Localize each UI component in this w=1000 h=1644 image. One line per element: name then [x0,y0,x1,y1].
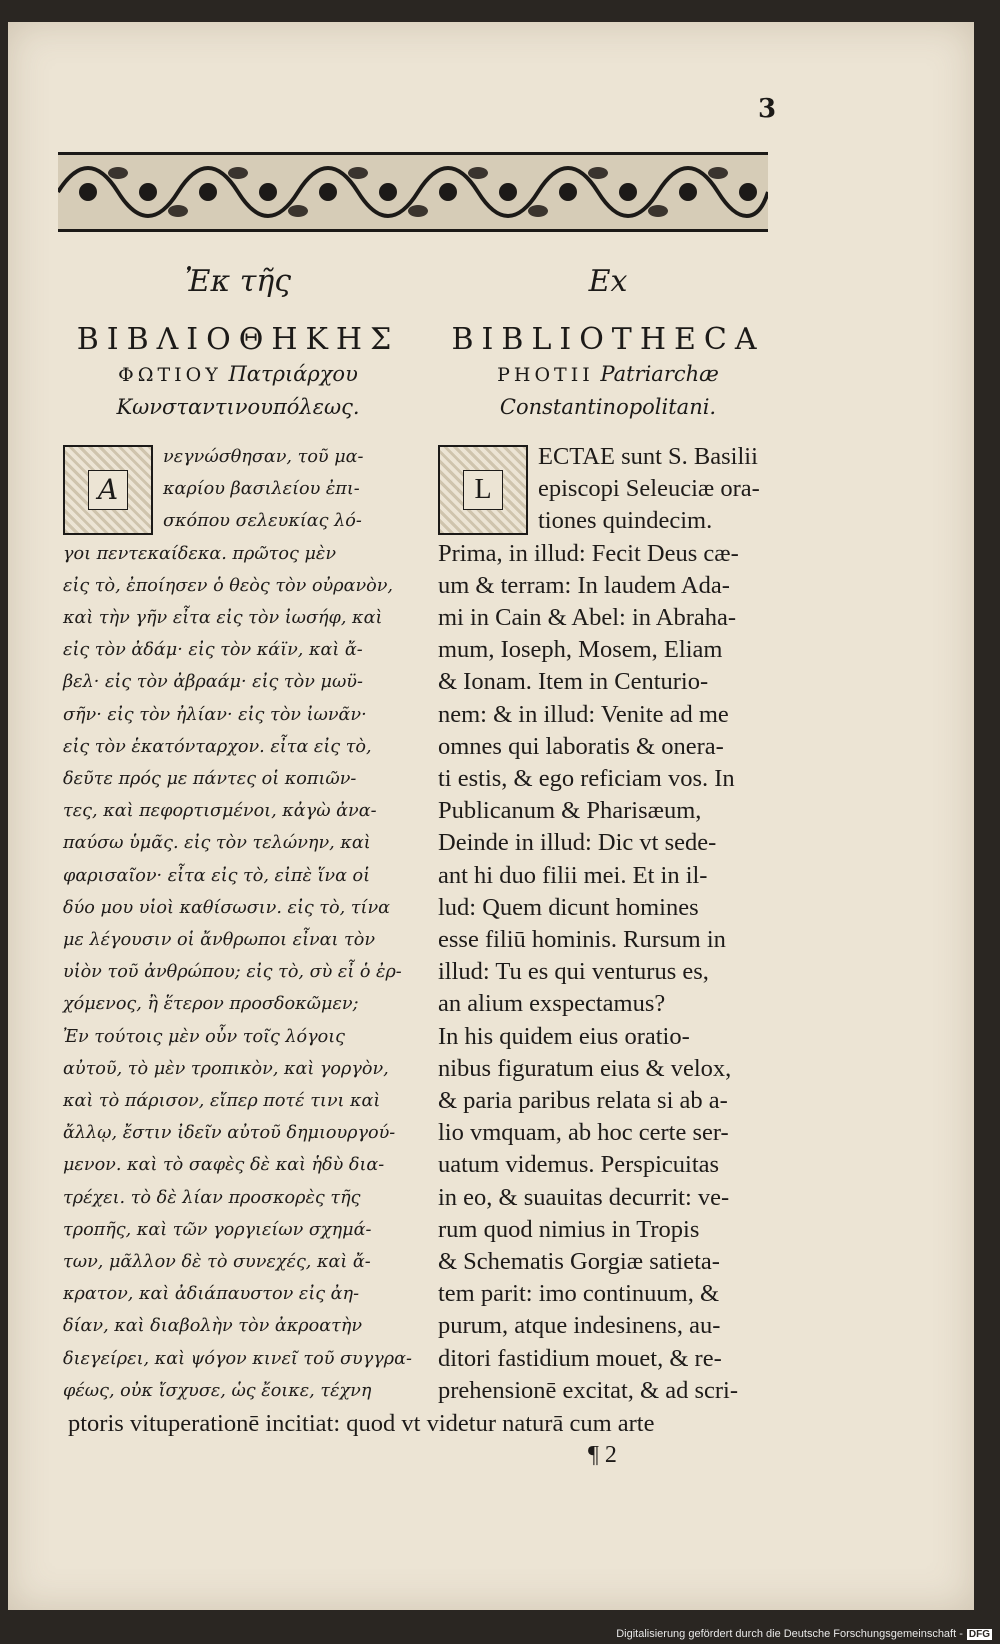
text-line: omnes qui laboratis & onera- [438,732,724,760]
text-line: nem: & in illud: Venite ad me [438,700,729,728]
greek-body-text [63,441,413,1407]
text-line: lio vmquam, ab hoc certe ser- [438,1119,729,1147]
text-line: καὶ τὸ πάρισον, εἴπερ ποτέ τινι καὶ [63,1091,381,1112]
text-line: rum quod nimius in Tropis [438,1215,700,1243]
text-line: μενον. καὶ τὸ σαφὲς δὲ καὶ ἡδὺ δια- [63,1155,385,1176]
text-line: an alium exspectamus? [438,990,666,1018]
text-line: illud: Tu es qui venturus es, [438,958,709,986]
initial-letter: L [463,470,503,510]
text-line: καὶ τὴν γῆν εἶτα εἰς τὸν ἰωσήφ, καὶ [63,608,383,629]
greek-author-title: Πατριάρχου [228,362,358,386]
text-line: εἰς τὸ, ἐποίησεν ὁ θεὸς τὸν οὐρανὸν, [63,575,394,596]
footer-text: Digitalisierung gefördert durch die Deutsche Forschungsgemeinschaft - [616,1628,963,1640]
text-line: υἱὸν τοῦ ἀνθρώπου; εἰς τὸ, σὺ εἶ ὁ ἐρ- [63,962,402,983]
text-line: με λέγουσιν οἱ ἄνθρωποι εἶναι τὸν [63,930,376,951]
text-line: ti estis, & ego reficiam vos. In [438,765,735,793]
latin-author-name: PHOTII [497,364,594,386]
text-line: δίαν, καὶ διαβολὴν τὸν ἀκροατὴν [63,1316,363,1337]
text-line: τροπῆς, καὶ τῶν γοργιείων σχημά- [63,1219,372,1240]
text-line: & paria paribus relata si ab a- [438,1087,728,1115]
text-line: κρατον, καὶ ἀδιάπαυστον εἰς ἀη- [63,1284,360,1305]
text-line: διεγείρει, καὶ ψόγον κινεῖ τοῦ συγγρα- [63,1348,412,1369]
text-line: episcopi Seleuciæ ora- [538,475,760,503]
greek-heading-title: ΒΙΒΛΙΟΘΗΚΗΣ [76,322,400,357]
greek-heading-city: Κωνσταντινουπόλεως. [116,395,360,419]
text-line: & Ionam. Item in Centurio- [438,668,709,696]
greek-author-name: ΦΩΤΙΟΥ [118,364,222,386]
text-line: tem parit: imo continuum, & [438,1280,720,1308]
floral-border-icon [58,155,768,229]
text-line: νεγνώσθησαν, τοῦ μα- [163,447,364,467]
latin-body-text [438,441,778,1407]
text-line: tiones quindecim. [538,507,713,535]
text-line: uatum videmus. Perspicuitas [438,1151,720,1179]
text-line: Ἐν τούτοις μὲν οὖν τοῖς λόγοις [63,1026,345,1047]
text-line: ἄλλῳ, ἔστιν ἰδεῖν αὐτοῦ δημιουργού- [63,1123,396,1144]
text-line: δύο μου υἱοὶ καθίσωσιν. εἰς τὸ, τίνα [63,897,391,918]
text-line: χόμενος, ἢ ἕτερον προσδοκῶμεν; [63,994,359,1015]
text-line: mum, Ioseph, Mosem, Eliam [438,636,723,664]
latin-heading-small: Ex [588,264,628,299]
text-line: & Schematis Gorgiæ satieta- [438,1248,720,1276]
latin-author-title: Patriarchæ [600,362,719,386]
latin-heading-author [438,358,778,391]
text-line: mi in Cain & Abel: in Abraha- [438,604,737,632]
text-line: φαρισαῖον· εἶτα εἰς τὸ, εἰπὲ ἵνα οἱ [63,865,371,886]
text-line: φέως, οὐκ ἴσχυσε, ὡς ἔοικε, τέχνη [63,1380,372,1401]
greek-heading-author [63,358,413,391]
greek-column [63,262,413,1407]
text-line: Deinde in illud: Dic vt sede- [438,829,717,857]
text-line: τρέχει. τὸ δὲ λίαν προσκορὲς τῆς [63,1187,361,1208]
text-line: ant hi duo filii mei. Et in il- [438,861,708,889]
initial-letter: A [88,470,128,510]
ornamental-headpiece [58,152,768,232]
decorated-initial-latin [438,445,528,535]
text-line: εἰς τὸν ἀδάμ· εἰς τὸν κάϊν, καὶ ἄ- [63,640,363,661]
text-line: prehensionē excitat, & ad scri- [438,1376,739,1404]
text-line: παύσω ὑμᾶς. εἰς τὸν τελώνην, καὶ [63,833,371,854]
digitization-footer [616,1628,992,1640]
text-line: lud: Quem dicunt homines [438,893,699,921]
text-line: um & terram: In laudem Ada- [438,571,730,599]
text-line: δεῦτε πρός με πάντες οἱ κοπιῶν- [63,769,357,790]
dfg-logo: DFG [968,1629,990,1640]
text-line: nibus figuratum eius & velox, [438,1054,732,1082]
signature-mark: ¶ 2 [588,1442,617,1468]
text-line: γοι πεντεκαίδεκα. πρῶτος μὲν [63,543,337,564]
latin-heading-city: Constantinopolitani. [499,395,717,419]
text-line: In his quidem eius oratio- [438,1022,690,1050]
greek-heading-small: Ἐκ τῆς [184,264,292,299]
text-line: esse filiū hominis. Rursum in [438,926,726,954]
text-line: βελ· εἰς τὸν ἀβραάμ· εἰς τὸν μωϋ- [63,672,363,693]
latin-heading-title: BIBLIOTHECA [451,322,765,357]
full-width-last-line: ptoris vituperationē incitiat: quod vt videtur naturā cum arte [68,1410,655,1437]
text-line: in eo, & suauitas decurrit: ve- [438,1183,730,1211]
text-line: ditori fastidium mouet, & re- [438,1344,722,1372]
text-line: Publicanum & Pharisæum, [438,797,702,825]
book-page [8,22,977,1610]
text-line: purum, atque indesinens, au- [438,1312,721,1340]
text-line: αὐτοῦ, τὸ μὲν τροπικὸν, καὶ γοργὸν, [63,1058,389,1079]
decorated-initial-greek [63,445,153,535]
text-line: εἰς τὸν ἑκατόνταρχον. εἶτα εἰς τὸ, [63,736,372,757]
text-line: των, μᾶλλον δὲ τὸ συνεχές, καὶ ἄ- [63,1252,371,1273]
text-line: Prima, in illud: Fecit Deus cæ- [438,539,739,567]
page-number: 3 [758,94,777,124]
text-line: σῆν· εἰς τὸν ἠλίαν· εἰς τὸν ἰωνᾶν· [63,704,367,725]
latin-column [438,262,778,1407]
text-line: σκόπου σελευκίας λό- [163,511,362,532]
text-line: ECTAE sunt S. Basilii [538,443,758,470]
text-line: καρίου βασιλείου ἐπι- [163,479,360,500]
text-line: τες, καὶ πεφορτισμένοι, κἀγὼ ἀνα- [63,801,377,822]
